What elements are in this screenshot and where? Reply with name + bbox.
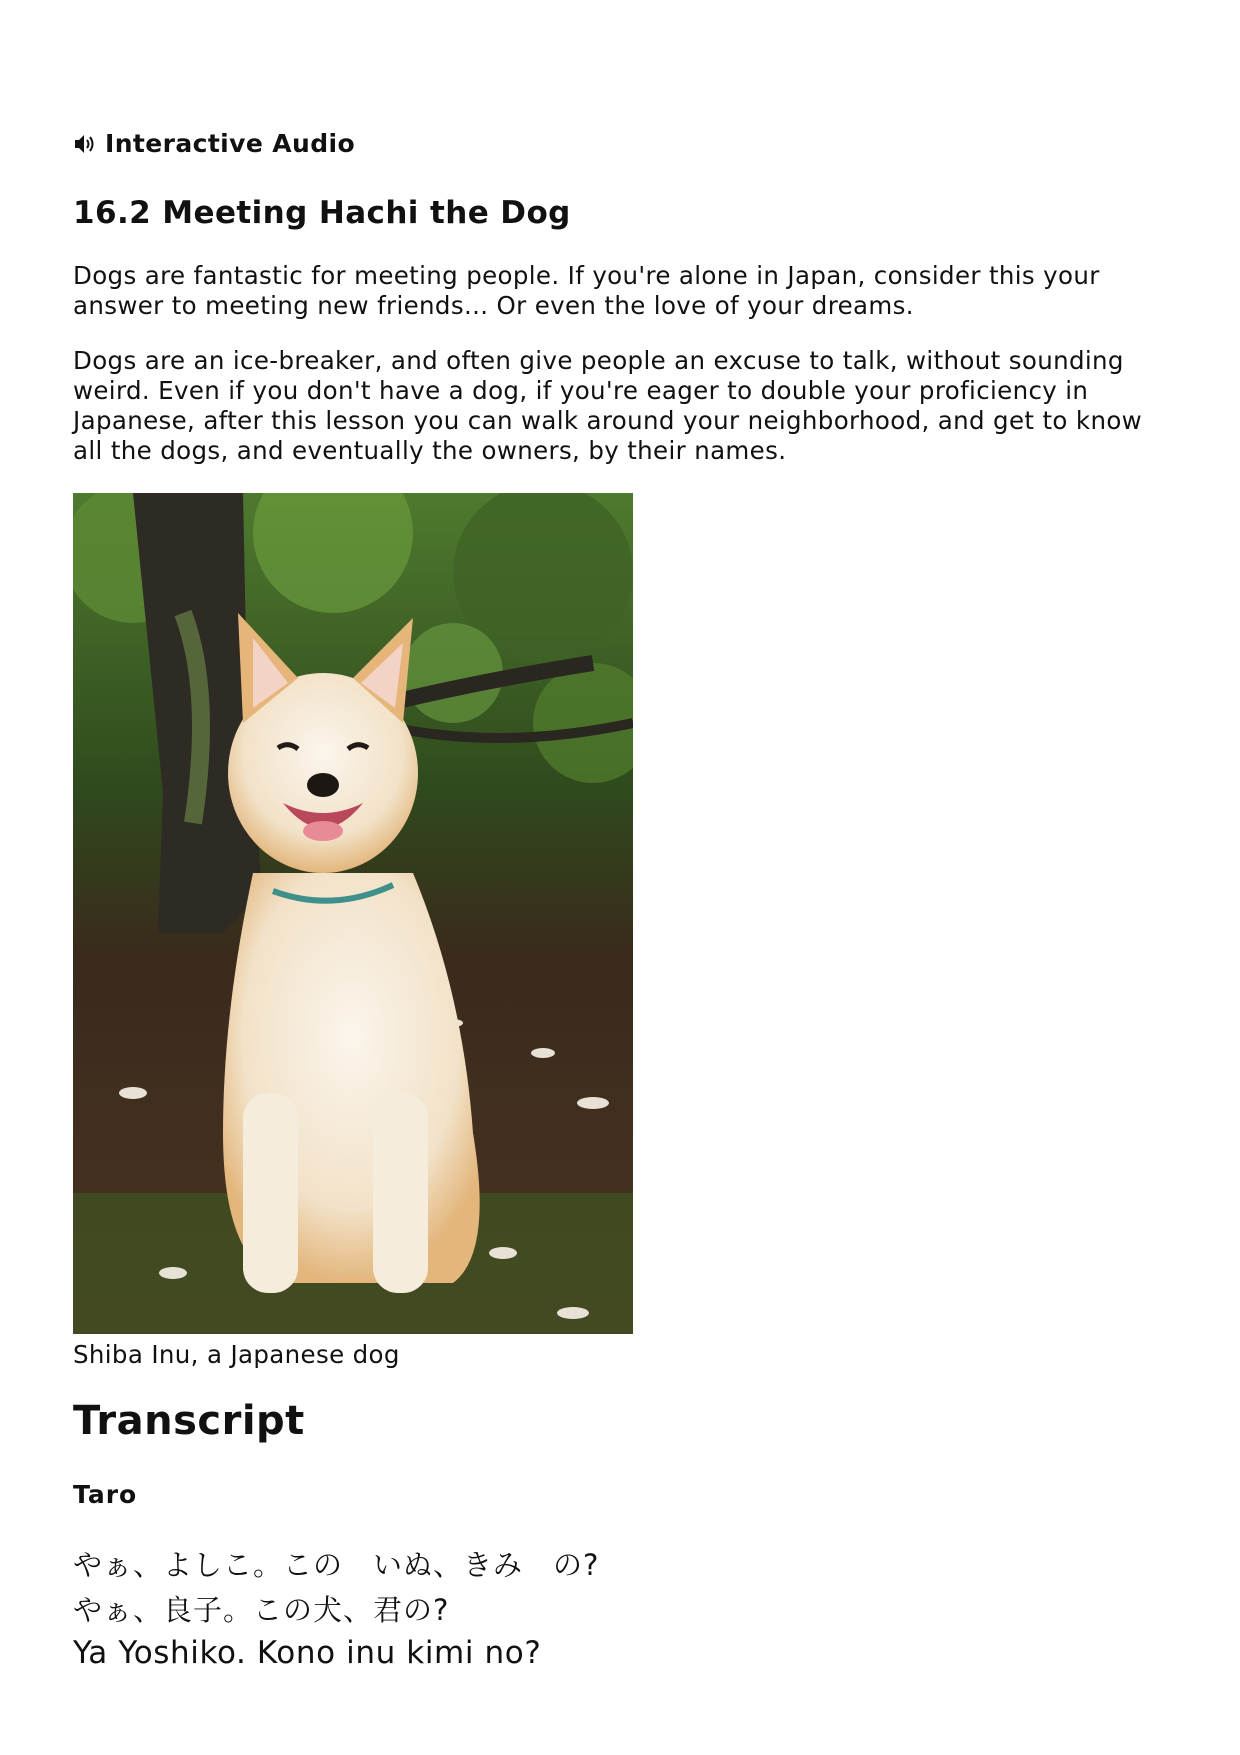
dialogue-kana: やぁ、よしこ。この いぬ、きみ の? — [73, 1548, 600, 1582]
transcript-heading: Transcript — [73, 1398, 305, 1444]
intro-paragraph: Dogs are fantastic for meeting people. If you're alone in Japan, consider this your answer to meeting new friends... Or even the love of your dreams. — [73, 261, 1100, 320]
body-paragraph: Dogs are an ice-breaker, and often give people an excuse to talk, without sounding weird. Even if you don't have a dog, if you're eager to double your proficiency in Japanese, after this lesson you can walk around your neighborhood, and get to know all the dogs, and eventually the owners, by their names. — [73, 346, 1143, 465]
section-title: 16.2 Meeting Hachi the Dog — [73, 195, 571, 231]
figure-caption: Shiba Inu, a Japanese dog — [73, 1340, 400, 1369]
speaker-name: Taro — [73, 1480, 138, 1509]
dialogue-kanji: やぁ、良子。この犬、君の? — [73, 1593, 450, 1627]
interactive-audio-link[interactable] — [73, 129, 355, 158]
shiba-inu-photo — [73, 493, 633, 1334]
dialogue-romaji: Ya Yoshiko. Kono inu kimi no? — [73, 1635, 542, 1671]
interactive-audio-label: Interactive Audio — [105, 129, 356, 158]
speaker-icon — [73, 132, 97, 156]
